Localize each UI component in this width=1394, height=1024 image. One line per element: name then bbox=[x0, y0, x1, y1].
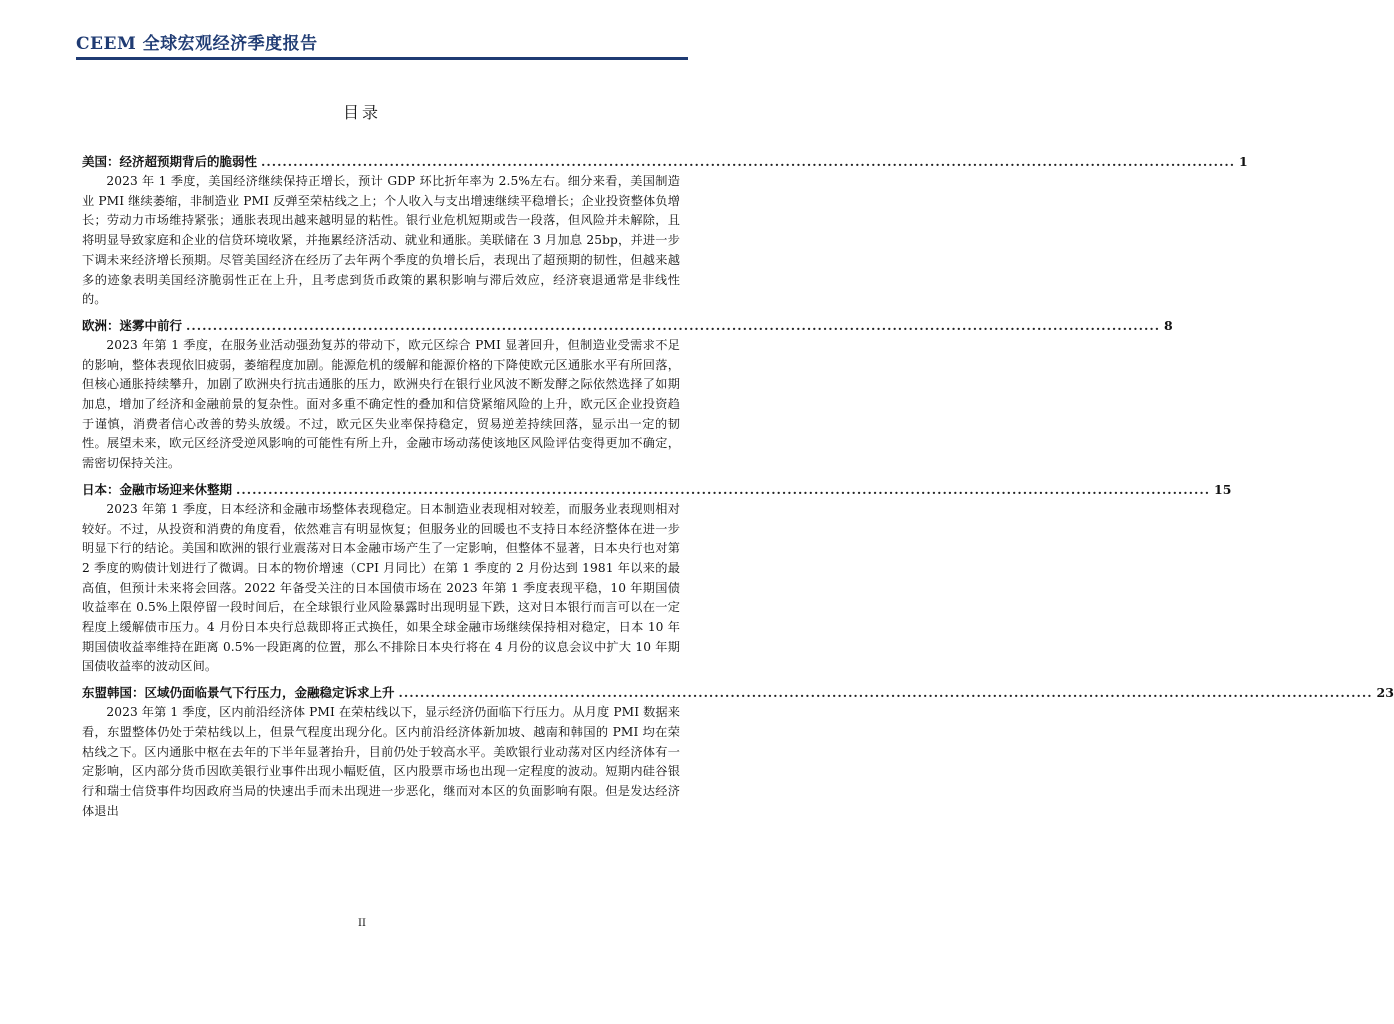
toc-entry-summary: 2023 年 1 季度，美国经济继续保持正增长，预计 GDP 环比折年率为 2.5%左右。细分来看，美国制造业 PMI 继续萎缩，非制造业 PMI 反弹至荣枯线之上；个人收入与支出增速继续平稳增长；企业投资整体负增长；劳动力市场维持紧张；通胀表现出越来越明显的粘性。银行业危机短期或告一段落，但风险并未解除，且将明显导致家庭和企业的信贷环境收紧，并拖累经济活动、就业和通胀。美联储在 3 月加息 25bp，并进一步下调未来经济增长预期。尽管美国经济在经历了去年两个季度的负增长后，表现出了超预期的韧性，但越来越多的迹象表明美国经济脆弱性正在上升，且考虑到货币政策的累积影响与滞后效应，经济衰退通常是非线性的。 bbox=[82, 174, 680, 307]
toc-entry-summary: 2023 年第 1 季度，日本经济和金融市场整体表现稳定。日本制造业表现相对较差，而服务业表现则相对较好。不过，从投资和消费的角度看，依然难言有明显恢复；但服务业的回暖也不支持日本经济整体在进一步明显下行的结论。美国和欧洲的银行业震荡对日本金融市场产生了一定影响，但整体不显著，日本央行也对第 2 季度的购债计划进行了微调。日本的物价增速（CPI 月同比）在第 1 季度的 2 月份达到 1981 年以来的最高值，但预计未来将会回落。2022 年备受关注的日本国债市场在 2023 年第 1 季度表现平稳，10 年期国债收益率在 0.5%上限停留一段时间后，在全球银行业风险暴露时出现明显下跌，这对日本银行而言可以在一定程度上缓解债市压力。4 月份日本央行总裁即将正式换任，如果全球金融市场继续保持相对稳定，日本 10 年期国债收益率维持在距离 0.5%一段距离的位置，那么不排除日本央行将在 4 月份的议息会议中扩大 10 年期国债收益率的波动区间。 bbox=[82, 501, 680, 674]
report-header bbox=[76, 29, 688, 54]
report-title: CEEM 全球宏观经济季度报告 bbox=[76, 34, 318, 54]
toc-entry-page: 15 bbox=[1214, 481, 1232, 497]
toc-entry-europe bbox=[82, 316, 1173, 474]
toc-link-asean-korea[interactable] bbox=[82, 683, 1394, 703]
toc-entry-summary: 2023 年第 1 季度，在服务业活动强劲复苏的带动下，欧元区综合 PMI 显著回升，但制造业受需求不足的影响，整体表现依旧疲弱，萎缩程度加剧。能源危机的缓解和能源价格的下降使欧元区通胀水平有所回落，但核心通胀持续攀升，加剧了欧洲央行抗击通胀的压力，欧洲央行在银行业风波不断发酵之际依然选择了如期加息，增加了经济和金融前景的复杂性。面对多重不确定性的叠加和信贷紧缩风险的上升，欧元区企业投资趋于谨慎，消费者信心改善的势头放缓。不过，欧元区失业率保持稳定，贸易逆差持续回落，显示出一定的韧性。展望未来，欧元区经济受逆风影响的可能性有所上升，金融市场动荡使该地区风险评估变得更加不确定，需密切保持关注。 bbox=[82, 337, 680, 471]
toc-link-europe[interactable] bbox=[82, 316, 1173, 336]
toc-leader-dots: ...................................................................................................................................................................................... bbox=[261, 154, 1236, 169]
toc-entry-page: 1 bbox=[1239, 154, 1248, 169]
toc-entry-page: 8 bbox=[1164, 317, 1173, 333]
toc-title: 目录 bbox=[342, 103, 381, 122]
toc-link-japan[interactable] bbox=[82, 480, 1232, 500]
toc-entry-summary: 2023 年第 1 季度，区内前沿经济体 PMI 在荣枯线以下，显示经济仍面临下行压力。从月度 PMI 数据来看，东盟整体仍处于荣枯线以上，但景气程度出现分化。区内前沿经济体新加坡、越南和韩国的 PMI 均在荣枯线之下。区内通胀中枢在去年的下半年显著抬升，目前仍处于较高水平。美欧银行业动荡对区内经济体有一定影响，区内部分货币因欧美银行业事件出现小幅贬值，区内股票市场也出现一定程度的波动。短期内硅谷银行和瑞士信贷事件均因政府当局的快速出手而未出现进一步恶化，继而对本区的负面影响有限。但是发达经济体退出 bbox=[82, 705, 680, 818]
page-number: II bbox=[358, 918, 366, 929]
toc-entry-title: 欧洲：迷雾中前行 bbox=[82, 317, 183, 333]
toc-entry-japan bbox=[82, 480, 1232, 677]
toc-leader-dots: ...................................................................................................................................................................................... bbox=[236, 481, 1211, 497]
toc-entry-page: 23 bbox=[1376, 685, 1394, 701]
toc-entry-asean-korea bbox=[82, 683, 1394, 821]
toc-entry-title: 美国：经济超预期背后的脆弱性 bbox=[82, 154, 258, 169]
header-rule bbox=[76, 57, 688, 60]
toc-entry-us bbox=[82, 152, 1248, 310]
toc-content bbox=[82, 152, 1394, 827]
toc-link-us[interactable] bbox=[82, 152, 1248, 172]
toc-entry-title: 日本：金融市场迎来休整期 bbox=[82, 481, 233, 497]
toc-leader-dots: ...................................................................................................................................................................................... bbox=[398, 685, 1373, 701]
toc-entry-title: 东盟韩国：区域仍面临景气下行压力，金融稳定诉求上升 bbox=[82, 685, 395, 701]
toc-leader-dots: ...................................................................................................................................................................................... bbox=[186, 317, 1161, 333]
